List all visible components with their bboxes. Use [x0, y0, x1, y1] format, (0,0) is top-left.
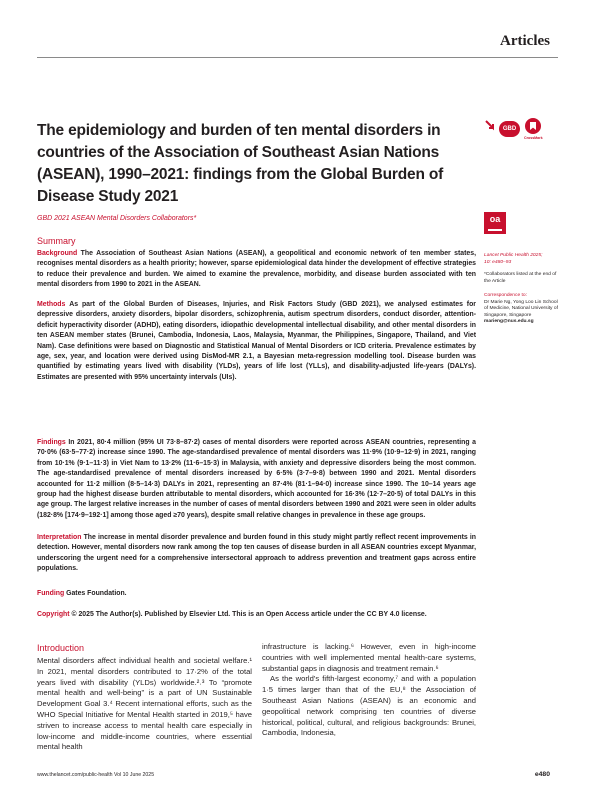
section-label: Articles [500, 33, 550, 49]
correspondence-email[interactable]: marieng@nus.edu.sg [484, 319, 534, 324]
intro-col2-paragraph-2-text: As the world’s fifth-largest economy,⁷ and with a population 1·5 times larger than that of the EU,⁸ the Association of Southeast Asian Nations (ASEAN) is an economic and geopolitical network comprising ten countries of diverse historical, political, cultural, and religious backgrounds: Brunei, Cambodia, Indonesia, [262, 674, 476, 738]
copyright-text: © 2025 The Author(s). Published by Elsevier Ltd. This is an Open Access article under the CC BY 4.0 license. [71, 611, 427, 618]
intro-col2-paragraph-1: infrastructure is lacking.⁶ However, even in high-income countries with well implemented mental health-care systems, substantial gaps in diagnosis and treatment remain.⁶ [262, 642, 476, 673]
crossmark-bookmark-icon[interactable] [525, 118, 541, 134]
summary-background [37, 249, 476, 291]
summary-heading: Summary [37, 236, 76, 246]
background-label: Background [37, 250, 78, 257]
copyright-label: Copyright [37, 611, 70, 618]
sidebar-collaborators-note: *Collaborators listed at the end of the Article [484, 272, 557, 284]
interpretation-label: Interpretation [37, 534, 82, 541]
gbd-badge: GBD [499, 121, 520, 137]
open-access-badge: oa [484, 212, 506, 234]
intro-col2-paragraph-2 [262, 674, 476, 739]
header-rule [37, 57, 558, 58]
footer-page-number: e480 [534, 771, 550, 778]
journal-ref: 10: e480–93 [484, 259, 512, 265]
background-text: The Association of Southeast Asian Nations (ASEAN), a geopolitical and economic network of ten member states, recognises mental disorders as a health priority; however, sparse epidemiological data hinder the development of effective strategies to reduce their prevalence and burden. We aimed to examine the prevalence, morbidity, and disease burden associated with ten mental disorders from 1990 to 2021 in the ASEAN. [37, 250, 476, 289]
badge-group [484, 117, 554, 147]
interpretation-text: The increase in mental disorder prevalence and burden found in this study might partly reflect recent improvements in detection. However, mental disorders now rank among the top ten causes of disease burden in all ASEAN countries except Myanmar, underscoring the urgent need for a comprehensive intersectoral approach to address prevention and treatment gaps across entire populations. [37, 534, 477, 573]
intro-column-1: Mental disorders affect individual health and societal welfare.¹ In 2021, mental disorders contributed to 17·2% of the total years lived with disability (YLDs) worldwide.²˒³ To “promote mental health and well-being” is a part of UN Sustainable Development Goal 3.⁴ Recent international efforts, such as the WHO Special Initiative for Mental Health started in 2019,⁵ have striven to increase access to mental health care especially in low-income and middle-income countries, where essential mental health [37, 656, 252, 752]
sidebar-correspondence [484, 293, 559, 326]
summary-copyright [37, 610, 476, 620]
sidebar-citation [484, 253, 559, 266]
methods-label: Methods [37, 301, 66, 308]
introduction-heading: Introduction [37, 643, 85, 653]
correspondence-body: Dr Marie Ng, Yong Loo Lin School of Medicine, National University of Singapore, Singapore [484, 299, 558, 318]
intro-column-2 [262, 642, 476, 739]
correspondence-heading: Correspondence to: [484, 293, 527, 298]
summary-interpretation [37, 533, 476, 575]
summary-methods [37, 300, 476, 383]
funding-text: Gates Foundation. [66, 590, 127, 597]
journal-name: Lancet Public Health 2025; [484, 253, 543, 258]
author-group: GBD 2021 ASEAN Mental Disorders Collaborators* [37, 215, 197, 222]
crossmark-label: CrossMark [524, 136, 543, 140]
findings-label: Findings [37, 439, 66, 446]
findings-text: In 2021, 80·4 million (95% UI 73·8–87·2) cases of mental disorders were reported across ASEAN countries, representing a 70·0% (63·5–77·2) increase since 1990. The age-standardised prevalence of mental disorders was 11·9% (10·9–12·9) in 2021, ranging from 10·1% (9·1–11·3) in Viet Nam to 13·2% (11·6–15·3) in Malaysia, with anxiety and depressive disorders being the most common. The age-standardised prevalence of mental disorders increased by 6·5% (3·7–9·8) between 1990 and 2021. Mental disorders accounted for 11·2 million (8·5–14·3) DALYs in 2021, representing an 87·4% (81·1–94·0) increase since 1990. The 10–14 years age group had the highest disease burden attributable to mental disorders, which accounted for 16·3% (12·7–20·5) of total DALYs in this age group. The largest relative increases in the number of cases of mental disorders between 1990 and 2021 were seen in older adults (182·8% [174·9–192·1] among those aged ≥70 years), despite small relative changes in prevalence in these age groups. [37, 439, 477, 519]
footer-journal-info[interactable]: www.thelancet.com/public-health Vol 10 June 2025 [37, 772, 155, 778]
funding-label: Funding [37, 590, 65, 597]
summary-funding [37, 589, 476, 599]
crossmark-arrow-icon[interactable] [484, 119, 498, 133]
summary-findings [37, 438, 476, 521]
article-title: The epidemiology and burden of ten mental disorders in countries of the Association of Southeast Asian Nations (ASEAN), 1990–2021: findings from the Global Burden of Disease Study 2021 [37, 122, 444, 205]
methods-text: As part of the Global Burden of Diseases, Injuries, and Risk Factors Study (GBD 2021), we analysed estimates for depressive disorders, anxiety disorders, bipolar disorders, schizophrenia, autism spectrum disorders, conduct disorder, attention-deficit hyperactivity disorder (ADHD), eating disorders, idiopathic developmental intellectual disability, and other mental disorders in ten ASEAN member states (Brunei, Cambodia, Indonesia, Laos, Malaysia, Myanmar, the Philippines, Singapore, Thailand, and Viet Nam). Case definitions were based on Diagnostic and Statistical Manual of Mental Disorders or ICD criteria. Prevalence estimates by age, sex, year, and location were derived using DisMod-MR 2.1, a Bayesian meta-regression modelling tool. Disease burden was quantified by estimating years lived with disability (YLDs), years of life lost (YLLs), and disability-adjusted life-years (DALYs). Estimates are presented with 95% uncertainty intervals (UIs). [37, 301, 476, 381]
